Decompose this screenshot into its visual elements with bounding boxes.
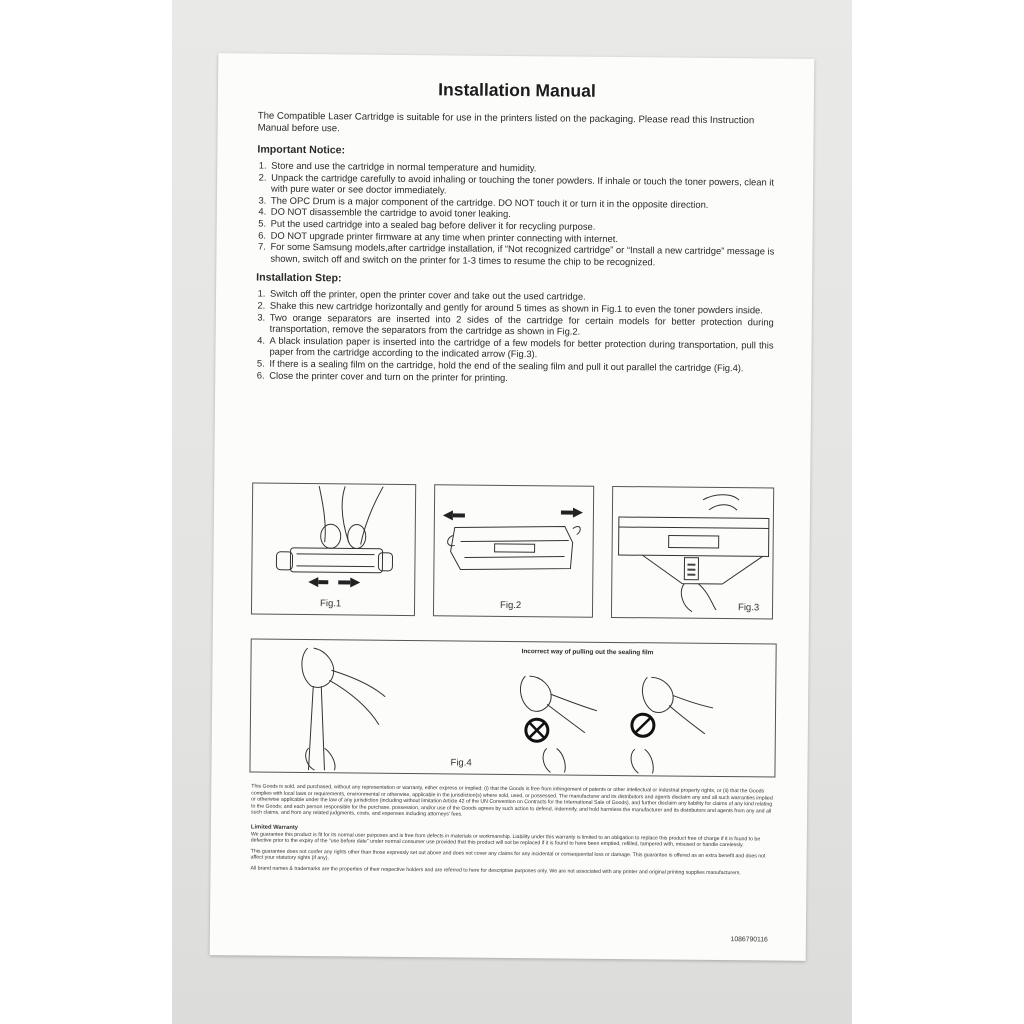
step-item: 2. Shake this new cartridge horizontally and gently for around 5 times as shown in Fig.1 to even the toner powders inside. <box>268 300 774 316</box>
warranty-title: Limited Warranty <box>250 824 299 831</box>
page-title: Installation Manual <box>438 79 596 101</box>
pull-insulation-paper-illustration <box>612 487 773 619</box>
step-item: 1. Switch off the printer, open the printer cover and take out the used cartridge. <box>268 288 774 304</box>
notice-list <box>256 160 775 269</box>
legal-fine-print <box>250 784 773 882</box>
figure-4-label: Fig.4 <box>450 757 472 769</box>
remove-separators-illustration <box>434 485 593 617</box>
sheet-content <box>250 72 776 944</box>
notice-item: 1. Store and use the cartridge in normal temperature and humidity. <box>269 160 775 176</box>
notice-item: 7. For some Samsung models,after cartridge installation, if “Not recognized cartridge” or “Install a new cartridge” message is shown, switch off and switch on the printer for 1-3 times to resume the chip to be recognized. <box>268 241 774 269</box>
figure-4-caption: Incorrect way of pulling out the sealing film <box>521 648 654 657</box>
instruction-sheet <box>210 53 815 961</box>
warranty-text: We guarantee this product is fit for its normal user purposes and is free from defects in materials or workmanship. Liability under this warranty is limited to an obligation to replace this product free of charge if it is found to be defective prior to the expiry of the "use before date" under normal consumer use provided that this product will not be replaced if it is found to have been emptied, refilled, tampered with, misused or handle carelessly. <box>250 831 761 849</box>
shake-cartridge-illustration <box>252 484 415 616</box>
step-item: 5. If there is a sealing film on the cartridge, hold the end of the sealing film and pull it out parallel the cartridge (Fig.4). <box>267 358 773 374</box>
figure-1-label: Fig.1 <box>320 598 342 610</box>
step-item: 3. Two orange separators are inserted into 2 sides of the cartridge for certain models for better protection during transportation, remove the separators from the cartridge as shown in Fig.2. <box>268 311 774 339</box>
step-item: 6. Close the printer cover and turn on the printer for printing. <box>267 369 773 385</box>
figure-3 <box>611 486 774 620</box>
notice-item: 6. DO NOT upgrade printer firmware at any time when printer connecting with internet. <box>269 229 775 245</box>
step-item: 4. A black insulation paper is inserted into the cartridge of a few models for better protection during transportation, pull this paper from the cartridge according to the indicated arrow (Fig.3). <box>267 334 773 362</box>
figure-1 <box>251 483 416 617</box>
notice-item: 4. DO NOT disassemble the cartridge to avoid toner leaking. <box>269 206 775 222</box>
prohibited-icon <box>526 719 548 741</box>
intro-paragraph: The Compatible Laser Cartridge is suitable for use in the printers listed on the packaging. Please read this Instruction Manual before use. <box>257 110 755 135</box>
disclaimer-text: This Goods is sold, and purchased, without any representation or warranty, either express or implied: (i) that the Goods is free from infringement of patents or other intellectual or industrial property rights, or (ii) that the Goods complies with local laws or requirements, environmental or otherwise, applicable in the jurisdiction(s) where sold, used, or possessed. The manufacturer and its distributors and agents disclaim any and all such warranties implied or otherwise applicable under the law of any jurisdiction (including without limitation Article 42 of the UN Convention on Contracts for the International Sale of Goods), and further disclaim any liability for claims of any kind relating to the Goods; and each person responsible for the purchase, possession, and/or use of the Goods agrees by such action to defend, indemnify, and hold harmless the manufacturer and its distributors and agents from any and all such claims, and from any related judgments, costs, and expenses including attorneys' fees. <box>251 783 773 818</box>
steps-list <box>255 288 774 386</box>
sealing-film-illustration <box>250 640 775 777</box>
steps-heading: Installation Step: <box>256 271 342 285</box>
figure-4 <box>249 638 776 777</box>
trademarks-text: All brand names & trademarks are the properties of their respective holders and are referred to here for descriptive purposes only. We are not associated with any printer and original printing supplies manufacturers. <box>250 865 741 877</box>
figure-2-label: Fig.2 <box>500 599 522 612</box>
figure-2 <box>433 484 594 618</box>
guarantee-text: This guarantee does not confer any rights other than those expressly set out above and does not cover any claims for any incidental or consequential loss or damage. This guarantee is offered as an extra benefit and does not affect your statutory rights (if any). <box>250 848 766 862</box>
figures-row <box>251 483 774 620</box>
notice-item: 5. Put the used cartridge into a sealed bag before deliver it for recycling purpose. <box>269 218 775 234</box>
figure-3-label: Fig.3 <box>737 602 760 614</box>
document-number: 1086790116 <box>730 936 768 944</box>
prohibited-icon <box>632 714 654 736</box>
notice-item: 3. The OPC Drum is a major component of the cartridge. DO NOT touch it or turn it in the opposite direction. <box>269 194 775 210</box>
notice-heading: Important Notice: <box>257 143 346 157</box>
notice-item: 2. Unpack the cartridge carefully to avoid inhaling or touching the toner powders. If inhale or touch the toner powers, clean it with pure water or see doctor immediately. <box>269 171 775 199</box>
